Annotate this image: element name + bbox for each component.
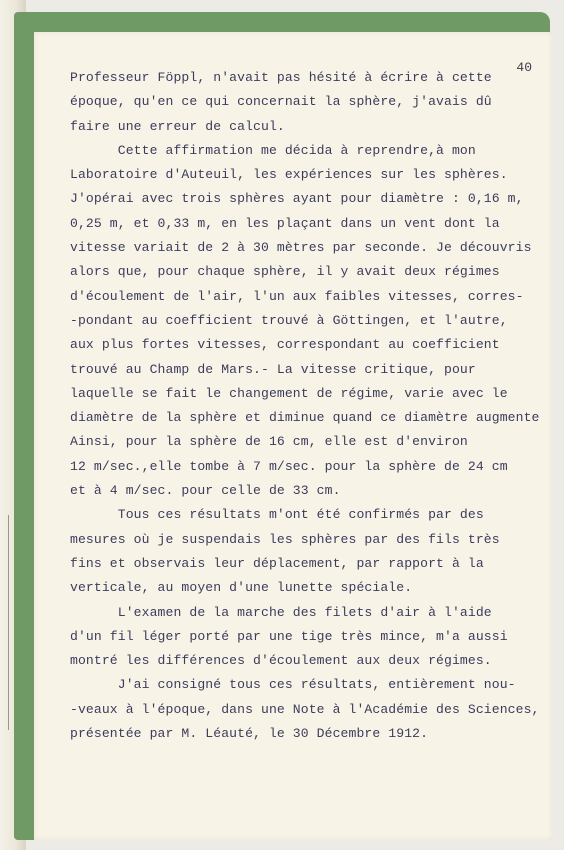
text-line: L'examen de la marche des filets d'air à l'aide [70, 604, 492, 620]
text-line: d'un fil léger porté par une tige très mince, m'a aussi [70, 628, 508, 644]
text-line: vitesse variait de 2 à 30 mètres par seconde. Je découvris [70, 240, 532, 256]
text-line: J'ai consigné tous ces résultats, entièrement nou- [70, 677, 516, 693]
text-line: Professeur Föppl, n'avait pas hésité à écrire à cette [70, 70, 492, 85]
text-line: Tous ces résultats m'ont été confirmés par des [70, 507, 484, 523]
text-line: fins et observais leur déplacement, par rapport à la [70, 555, 484, 571]
text-line: 0,25 m, et 0,33 m, en les plaçant dans un vent dont la [70, 215, 500, 231]
text-line: J'opérai avec trois sphères ayant pour diamètre : 0,16 m, [70, 191, 524, 207]
text-line: Ainsi, pour la sphère de 16 cm, elle est d'environ [70, 434, 468, 450]
text-line: -veaux à l'époque, dans une Note à l'Académie des Sciences, [70, 701, 540, 717]
text-line: aux plus fortes vitesses, correspondant au coefficient [70, 337, 500, 353]
text-line: mesures où je suspendais les sphères par des fils très [70, 531, 500, 547]
text-line: 12 m/sec.,elle tombe à 7 m/sec. pour la sphère de 24 cm [70, 458, 508, 474]
text-line: présentée par M. Léauté, le 30 Décembre 1912. [70, 726, 429, 742]
text-line: montré les différences d'écoulement aux deux régimes. [70, 653, 492, 669]
text-line: alors que, pour chaque sphère, il y avait deux régimes [70, 264, 500, 280]
text-line: époque, qu'en ce qui concernait la sphère, j'avais dû [70, 94, 492, 110]
text-line: diamètre de la sphère et diminue quand ce diamètre augmente [70, 410, 540, 426]
text-line: d'écoulement de l'air, l'un aux faibles vitesses, corres- [70, 288, 524, 304]
text-line: verticale, au moyen d'une lunette spéciale. [70, 580, 413, 596]
text-line: trouvé au Champ de Mars.- La vitesse critique, pour [70, 361, 476, 377]
text-line: et à 4 m/sec. pour celle de 33 cm. [70, 483, 341, 499]
page-number: 40 [516, 60, 532, 75]
text-line: laquelle se fait le changement de régime, varie avec le [70, 385, 508, 401]
text-line: Cette affirmation me décida à reprendre,à mon [70, 142, 476, 158]
text-line: -pondant au coefficient trouvé à Göttingen, et l'autre, [70, 312, 508, 328]
text-line: faire une erreur de calcul. [70, 118, 285, 134]
text-line: Laboratoire d'Auteuil, les expériences sur les sphères. [70, 167, 508, 183]
